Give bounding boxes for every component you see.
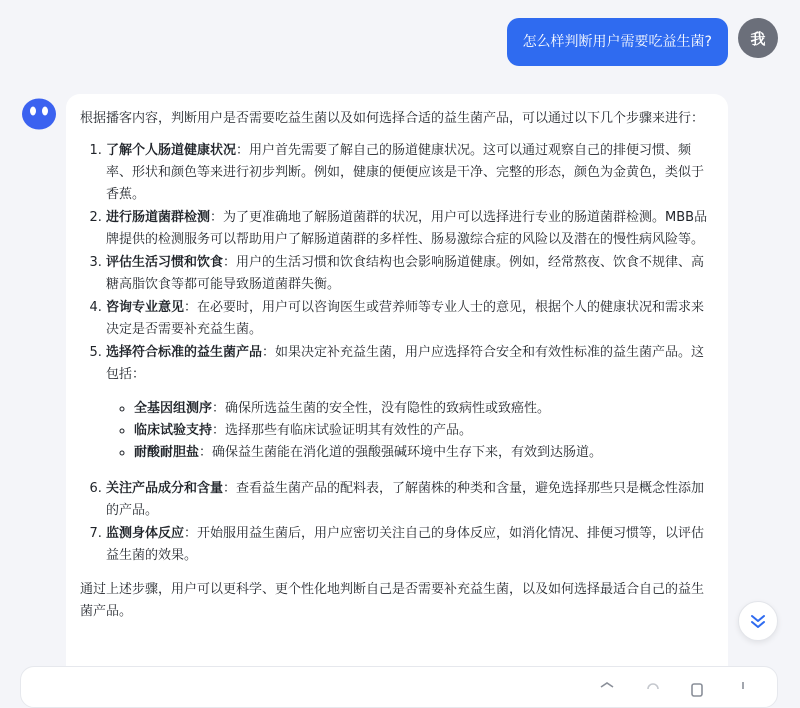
step-text: ：用户首先需要了解自己的肠道健康状况。这可以通过观察自己的排便习惯、频率、形状和颜色等来进行初步判断。例如，健康的便便应该是干净、完整的形态，颜色为金黄色，类似于香蕉。 <box>106 143 705 202</box>
sub-text: ：确保所选益生菌的安全性，没有隐性的致病性或致癌性。 <box>212 401 551 416</box>
step-text: ：为了更准确地了解肠道菌群的状况，用户可以选择进行专业的肠道菌群检测。MBB品牌提供的检测服务可以帮助用户了解肠道菌群的多样性、肠易激综合症的风险以及潜在的慢性病风险等。 <box>106 210 708 247</box>
message-actions-bar <box>20 666 778 708</box>
list-item <box>106 523 714 567</box>
step-title: 了解个人肠道健康状况 <box>106 143 237 158</box>
sub-list-item <box>134 398 714 420</box>
step-title: 评估生活习惯和饮食 <box>106 255 224 270</box>
user-avatar[interactable]: 我 <box>738 18 778 58</box>
step-text: ：查看益生菌产品的配料表，了解菌株的种类和含量，避免选择那些只是概念性添加的产品。 <box>106 481 705 518</box>
double-chevron-down-icon <box>749 612 767 630</box>
sub-list-item <box>134 442 714 464</box>
sub-title: 耐酸耐胆盐 <box>134 445 200 460</box>
list-item <box>106 207 714 251</box>
robot-face-icon <box>20 96 58 132</box>
step-title: 选择符合标准的益生菌产品 <box>106 345 263 360</box>
step-title: 关注产品成分和含量 <box>106 481 224 496</box>
step-text: ：用户的生活习惯和饮食结构也会影响肠道健康。例如，经常熬夜、饮食不规律、高糖高脂饮食等都可能导致肠道菌群失衡。 <box>106 255 705 292</box>
scroll-to-bottom-button[interactable] <box>738 601 778 641</box>
list-item <box>106 297 714 341</box>
sub-list <box>106 398 714 464</box>
step-title: 咨询专业意见 <box>106 300 185 315</box>
step-title: 进行肠道菌群检测 <box>106 210 211 225</box>
sub-text: ：确保益生菌能在消化道的强酸强碱环境中生存下来，有效到达肠道。 <box>199 445 603 460</box>
list-item <box>106 140 714 206</box>
list-item <box>106 252 714 296</box>
share-icon[interactable] <box>735 681 751 697</box>
step-text: ：如果决定补充益生菌，用户应选择符合安全和有效性标准的益生菌产品。这包括： <box>106 345 705 382</box>
sub-text: ：选择那些有临床试验证明其有效性的产品。 <box>212 423 473 438</box>
list-item <box>106 342 714 464</box>
bot-message-card <box>66 94 728 684</box>
cube-icon[interactable] <box>599 681 615 697</box>
user-message-row <box>507 18 778 66</box>
sub-list-item <box>134 420 714 442</box>
sub-title: 全基因组测序 <box>134 401 213 416</box>
bot-intro: 根据播客内容，判断用户是否需要吃益生菌以及如何选择合适的益生菌产品，可以通过以下几个步骤来进行： <box>80 111 705 126</box>
sub-title: 临床试验支持 <box>134 423 213 438</box>
bot-outro: 通过上述步骤，用户可以更科学、更个性化地判断自己是否需要补充益生菌，以及如何选择最适合自己的益生菌产品。 <box>80 582 705 619</box>
copy-icon[interactable] <box>689 681 705 697</box>
step-title: 监测身体反应 <box>106 526 185 541</box>
step-text: ：在必要时，用户可以咨询医生或营养师等专业人士的意见，根据个人的健康状况和需求来决定是否需要补充益生菌。 <box>106 300 705 337</box>
user-message-bubble: 怎么样判断用户需要吃益生菌? <box>507 18 728 66</box>
list-item <box>106 478 714 522</box>
refresh-icon[interactable] <box>645 681 661 697</box>
steps-list <box>80 140 714 567</box>
step-text: ：开始服用益生菌后，用户应密切关注自己的身体反应，如消化情况、排便习惯等，以评估益生菌的效果。 <box>106 526 705 563</box>
